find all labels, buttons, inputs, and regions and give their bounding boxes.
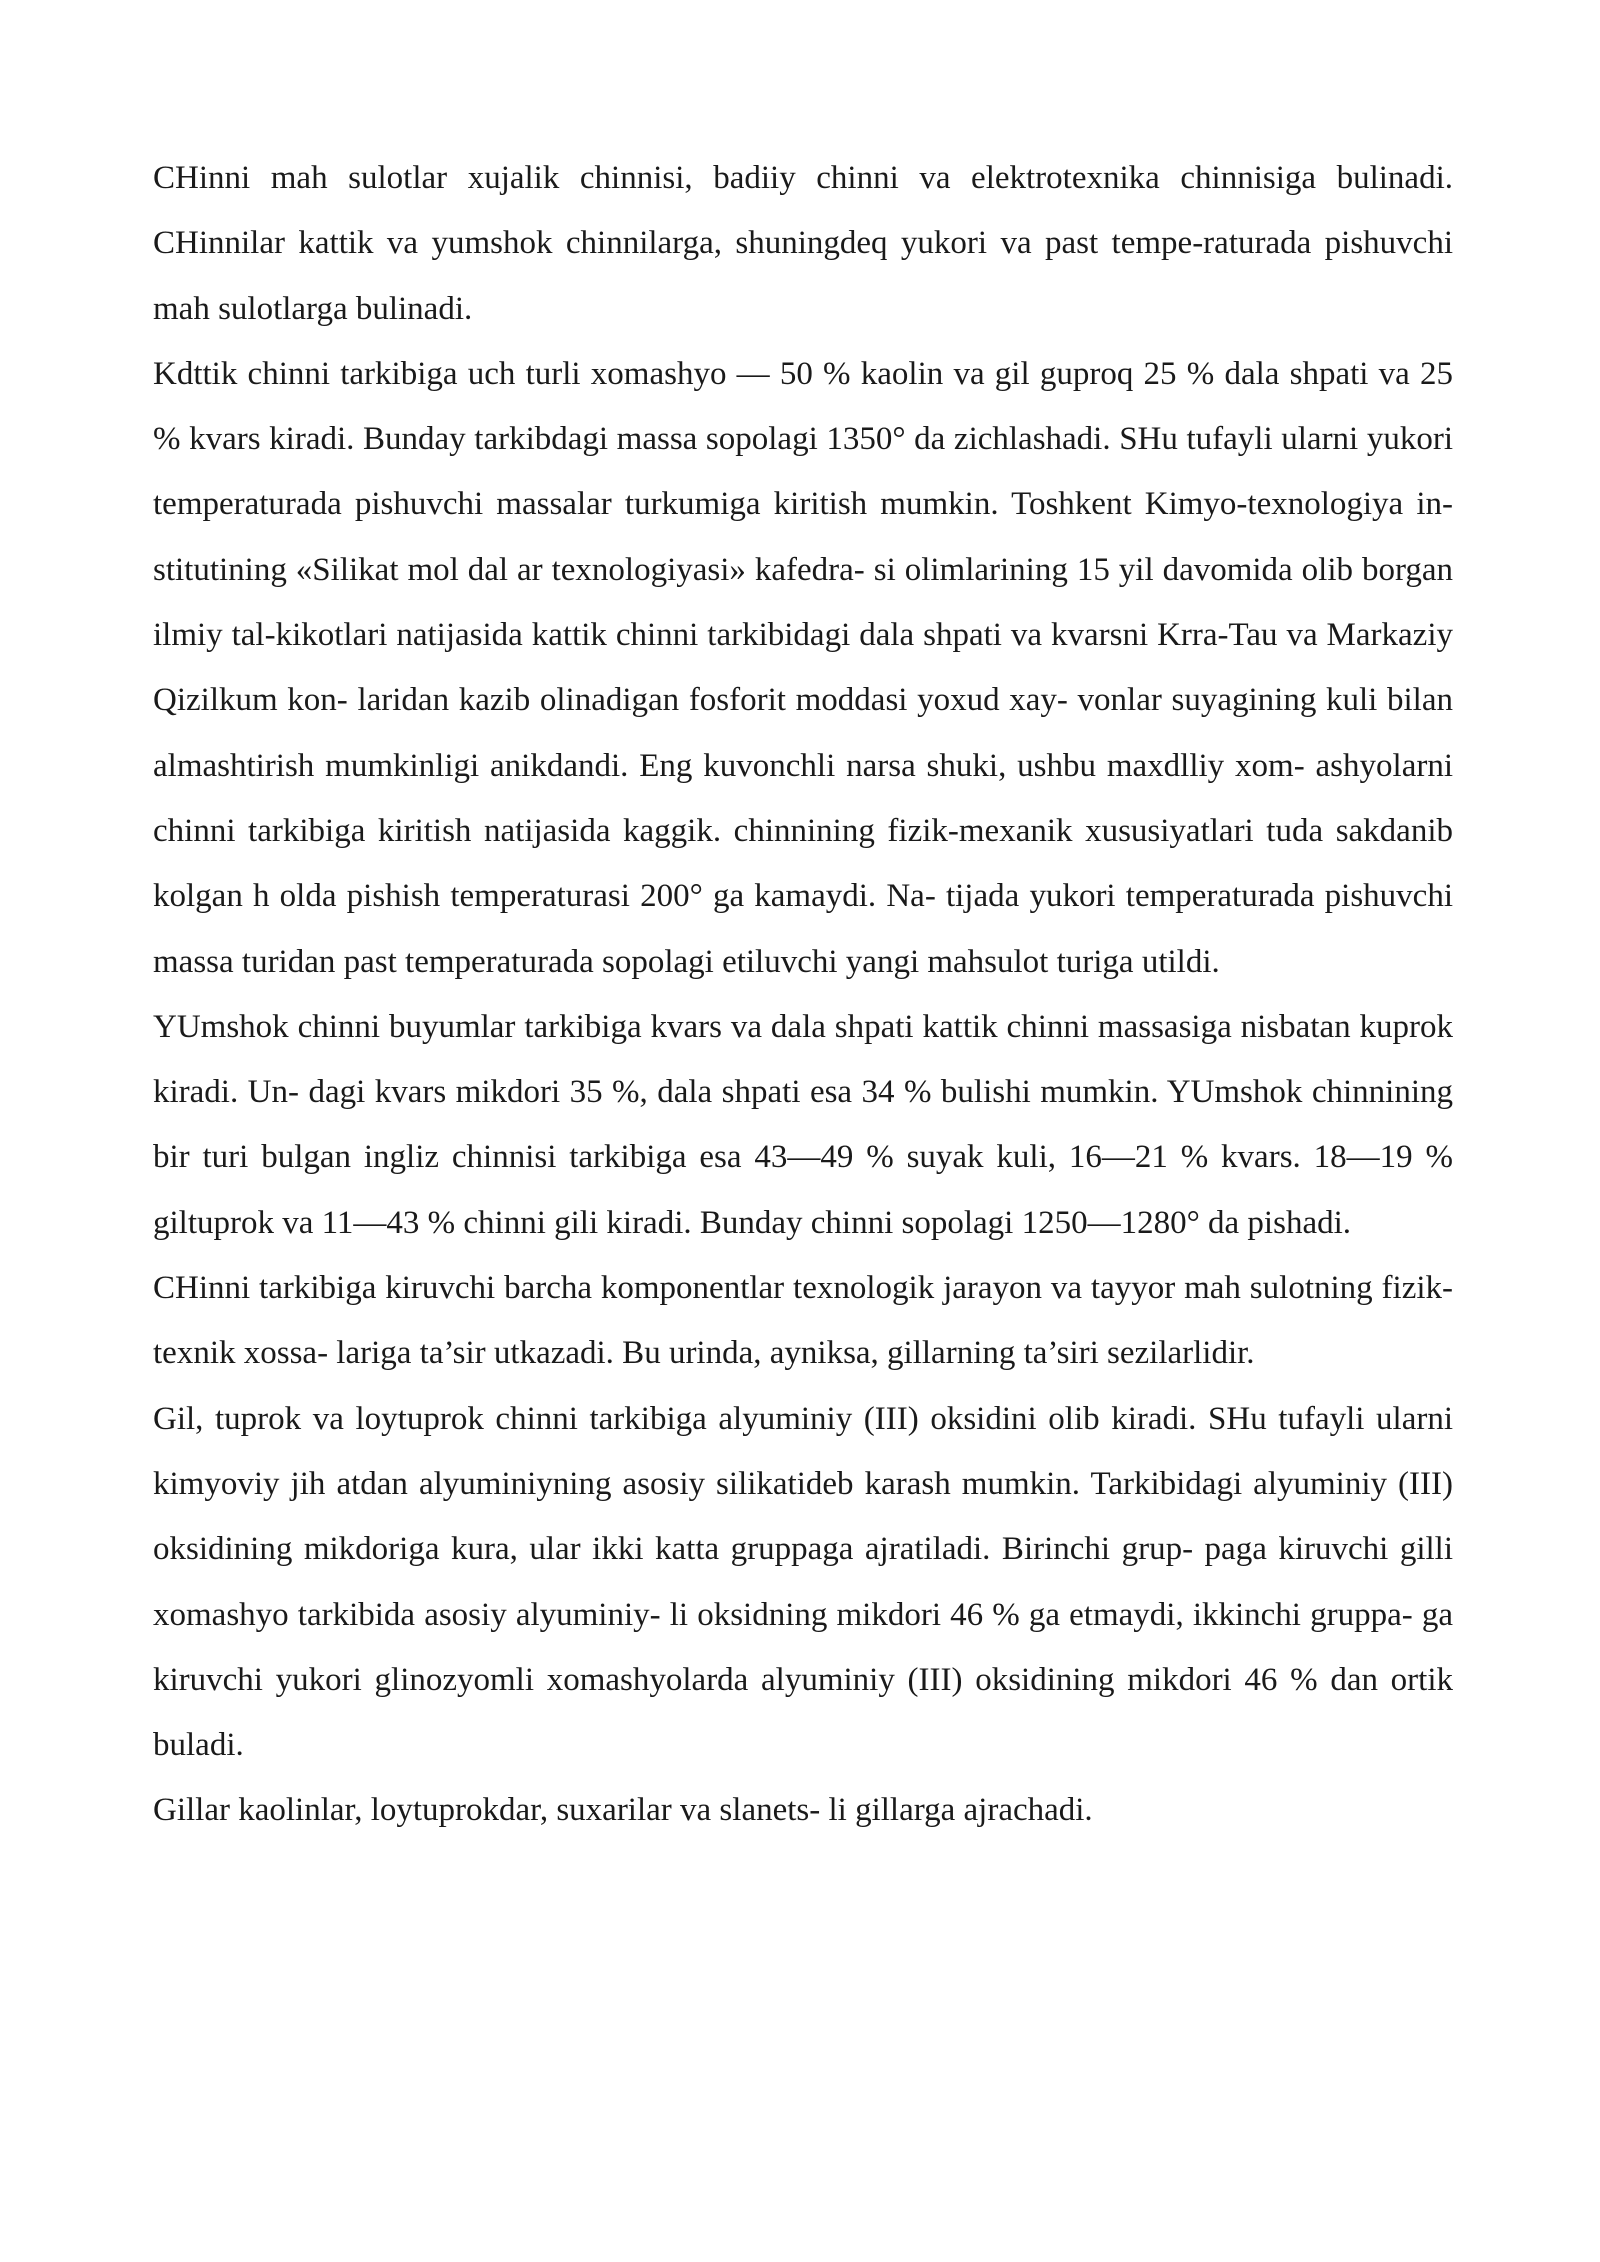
paragraph-soft-porcelain: YUmshok chinni buyumlar tarkibiga kvars va dala shpati kattik chinni massasiga nisbatan kuprok kiradi. Un- dagi kvars mikdori 35 %, dala shpati esa 34 % bulishi mumkin. YUmshok chinnining bir turi bulgan ingliz chinnisi tarkibiga esa 43—49 % suyak kuli, 16—21 % kvars. 18—19 % giltuprok va 11—43 % chinni gili kiradi. Bunday chinni sopolagi 1250—1280° da pishadi.: [153, 1008, 1453, 1241]
paragraph-porcelain-types: CHinni mah sulotlar xujalik chinnisi, badiiy chinni va elektrotexnika chinnisiga bulinadi. CHinnilar kattik va yumshok chinnilarga, shuningdeq yukori va past tempe-raturada pishuvchi mah sulotlarga bulinadi.: [153, 160, 1453, 327]
document-page: [153, 146, 1453, 1844]
paragraph-hard-porcelain: Kdttik chinni tarkibiga uch turli xomashyo — 50 % kaolin va gil guproq 25 % dala shpati va 25 % kvars kiradi. Bunday tarkibdagi massa sopolagi 1350° da zichlashadi. SHu tufayli ularni yukori temperaturada pishuvchi massalar turkumiga kiritish mumkin. Toshkent Kimyo-texnologiya in- stitutining «Silikat mol dal ar texnologiyasi» kafedra- si olimlarining 15 yil davomida olib borgan ilmiy tal-kikotlari natijasida kattik chinni tarkibidagi dala shpati va kvarsni Krra-Tau va Markaziy Qizilkum kon- laridan kazib olinadigan fosforit moddasi yoxud xay- vonlar suyagining kuli bilan almashtirish mumkinligi anikdandi. Eng kuvonchli narsa shuki, ushbu maxdlliy xom- ashyolarni chinni tarkibiga kiritish natijasida kaggik. chinnining fizik-mexanik xususiyatlari tuda sakdanib kolgan h olda pishish temperaturasi 200° ga kamaydi. Na- tijada yukori temperaturada pishuvchi massa turidan past temperaturada sopolagi etiluvchi yangi mahsulot turiga utildi.: [153, 355, 1453, 980]
paragraph-clay-classes: Gillar kaolinlar, loytuprokdar, suxarilar va slanets- li gillarga ajrachadi.: [153, 1792, 1093, 1829]
paragraph-clay-alumina: Gil, tuprok va loytuprok chinni tarkibiga alyuminiy (III) oksidini olib kiradi. SHu tufayli ularni kimyoviy jih atdan alyuminiyning asosiy silikatideb karash mumkin. Tarkibidagi alyuminiy (III) oksidining mikdoriga kura, ular ikki katta gruppaga ajratiladi. Birinchi grup- paga kiruvchi gilli xomashyo tarkibida asosiy alyuminiy- li oksidning mikdori 46 % ga etmaydi, ikkinchi gruppa- ga kiruvchi yukori glinozyomli xomashyolarda alyuminiy (III) oksidining mikdori 46 % dan ortik buladi.: [153, 1400, 1453, 1764]
paragraph-components: CHinni tarkibiga kiruvchi barcha komponentlar texnologik jarayon va tayyor mah sulotning fizik-texnik xossa- lariga ta’sir utkazadi. Bu urinda, ayniksa, gillarning ta’siri sezilarlidir.: [153, 1270, 1453, 1372]
